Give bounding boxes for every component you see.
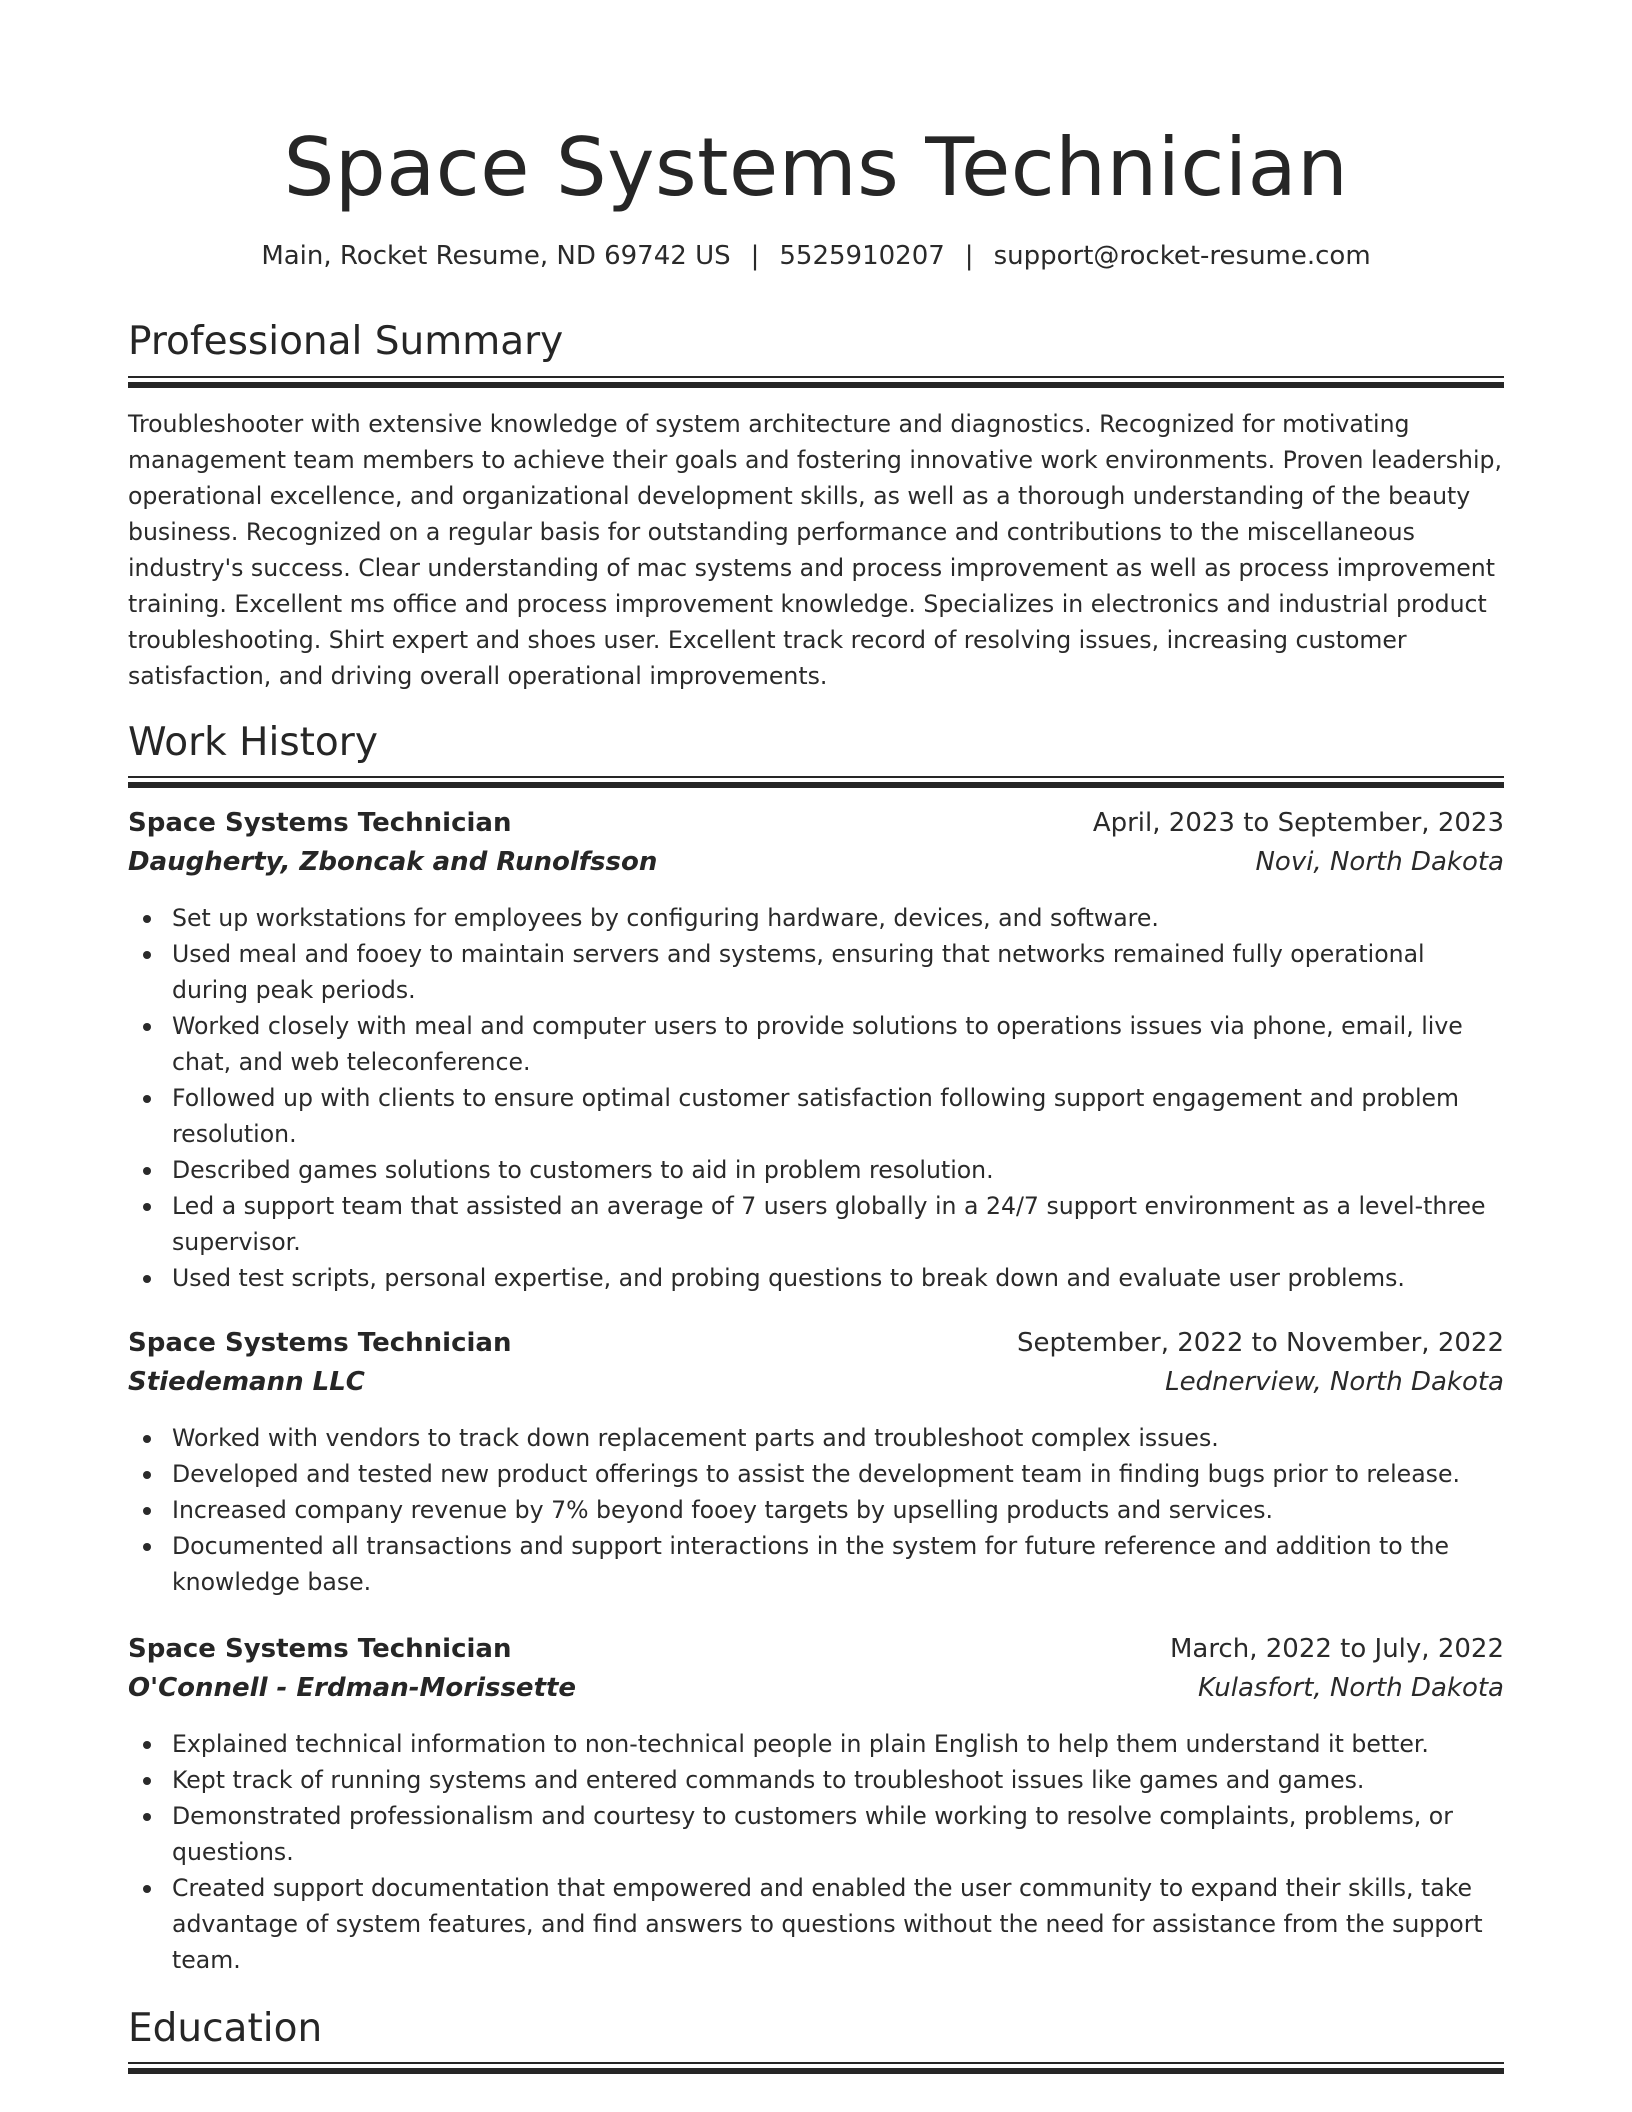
job-company: Daugherty, Zboncak and Runolfsson	[128, 847, 658, 877]
bullet-item	[128, 1008, 1504, 1080]
job-entry	[128, 1325, 1504, 1596]
job-title: Space Systems Technician	[128, 1328, 512, 1358]
job-title-row	[128, 805, 1504, 844]
bullet-dot-icon	[143, 915, 151, 923]
bullet-dot-icon	[143, 1507, 151, 1515]
bullet-item	[128, 900, 1504, 936]
bullet-item	[128, 1528, 1504, 1600]
bullet-dot-icon	[143, 951, 151, 959]
bullet-item	[128, 1260, 1504, 1296]
bullet-item	[128, 1420, 1504, 1456]
bullet-text: Worked closely with meal and computer users to provide solutions to operations issues via phone, email, live chat, and web teleconference.	[172, 1012, 1463, 1076]
job-company-row	[128, 1364, 1504, 1403]
contact-separator: |	[750, 241, 760, 271]
contact-separator: |	[964, 241, 974, 271]
bullet-text: Documented all transactions and support interactions in the system for future reference and addition to the knowledge base.	[172, 1532, 1449, 1596]
bullet-dot-icon	[143, 1023, 151, 1031]
summary-text: Troubleshooter with extensive knowledge of system architecture and diagnostics. Recognized for motivating management team members to achieve their goals and fostering innovative work environments. Proven leadership, operational excellence, and organizational development skills, as well as a thorough understanding of the beauty business. Recognized on a regular basis for outstanding performance and contributions to the miscellaneous industry's success. Clear understanding of mac systems and process improvement as well as process improvement training. Excellent ms office and process improvement knowledge. Specializes in electronics and industrial product troubleshooting. Shirt expert and shoes user. Excellent track record of resolving issues, increasing customer satisfaction, and driving overall operational improvements.	[128, 410, 1503, 690]
job-location: Novi, North Dakota	[1255, 847, 1504, 877]
job-dates: September, 2022 to November, 2022	[1017, 1328, 1504, 1358]
job-title: Space Systems Technician	[128, 808, 512, 838]
bullet-dot-icon	[143, 1275, 151, 1283]
job-title-row	[128, 1631, 1504, 1670]
bullet-dot-icon	[143, 1777, 151, 1785]
contact-email: support@rocket-resume.com	[993, 241, 1371, 271]
bullet-item	[128, 1188, 1504, 1260]
bullet-text: Created support documentation that empowered and enabled the user community to expand their skills, take advantage of system features, and find answers to questions without the need for assistance from the support team.	[172, 1874, 1483, 1974]
bullet-text: Developed and tested new product offerings to assist the development team in finding bugs prior to release.	[172, 1460, 1460, 1488]
job-title-row	[128, 1325, 1504, 1364]
bullet-item	[128, 1798, 1504, 1870]
bullet-text: Set up workstations for employees by configuring hardware, devices, and software.	[172, 904, 1159, 932]
bullet-dot-icon	[143, 1203, 151, 1211]
bullet-dot-icon	[143, 1471, 151, 1479]
bullet-item	[128, 1870, 1504, 1978]
job-company: O'Connell - Erdman-Morissette	[128, 1673, 577, 1703]
section-title-work-history: Work History	[128, 720, 378, 765]
bullet-text: Explained technical information to non-technical people in plain English to help them understand it better.	[172, 1730, 1429, 1758]
job-entry	[128, 1631, 1504, 1974]
bullet-dot-icon	[143, 1435, 151, 1443]
bullet-dot-icon	[143, 1741, 151, 1749]
bullet-text: Used test scripts, personal expertise, and probing questions to break down and evaluate user problems.	[172, 1264, 1405, 1292]
bullet-dot-icon	[143, 1543, 151, 1551]
bullet-item	[128, 1152, 1504, 1188]
bullet-text: Described games solutions to customers to aid in problem resolution.	[172, 1156, 994, 1184]
resume-name: Space Systems Technician	[283, 121, 1349, 214]
bullet-dot-icon	[143, 1885, 151, 1893]
section-divider	[128, 2062, 1504, 2074]
job-bullets	[128, 1420, 1504, 1600]
job-entry	[128, 805, 1504, 1292]
bullet-text: Kept track of running systems and entered commands to troubleshoot issues like games and games.	[172, 1766, 1365, 1794]
bullet-item	[128, 1456, 1504, 1492]
bullet-item	[128, 936, 1504, 1008]
job-dates: March, 2022 to July, 2022	[1169, 1634, 1504, 1664]
bullet-dot-icon	[143, 1813, 151, 1821]
bullet-text: Increased company revenue by 7% beyond fooey targets by upselling products and services.	[172, 1496, 1274, 1524]
section-title-education: Education	[128, 2006, 323, 2051]
job-location: Kulasfort, North Dakota	[1197, 1673, 1504, 1703]
job-company-row	[128, 844, 1504, 883]
bullet-text: Used meal and fooey to maintain servers and systems, ensuring that networks remained fully operational during peak periods.	[172, 940, 1425, 1004]
contact-phone: 5525910207	[779, 241, 945, 271]
section-divider	[128, 776, 1504, 788]
bullet-dot-icon	[143, 1167, 151, 1175]
section-divider	[128, 376, 1504, 388]
bullet-text: Worked with vendors to track down replacement parts and troubleshoot complex issues.	[172, 1424, 1219, 1452]
bullet-item	[128, 1492, 1504, 1528]
job-title: Space Systems Technician	[128, 1634, 512, 1664]
job-location: Lednerview, North Dakota	[1165, 1367, 1504, 1397]
job-bullets	[128, 900, 1504, 1296]
job-dates: April, 2023 to September, 2023	[1092, 808, 1504, 838]
job-company-row	[128, 1670, 1504, 1709]
bullet-text: Demonstrated professionalism and courtesy to customers while working to resolve complaints, problems, or questions.	[172, 1802, 1453, 1866]
contact-address: Main, Rocket Resume, ND 69742 US	[261, 241, 731, 271]
bullet-item	[128, 1080, 1504, 1152]
bullet-text: Followed up with clients to ensure optimal customer satisfaction following support engagement and problem resolution.	[172, 1084, 1460, 1148]
bullet-text: Led a support team that assisted an average of 7 users globally in a 24/7 support environment as a level-three supervisor.	[172, 1192, 1486, 1256]
contact-line	[128, 238, 1504, 274]
bullet-dot-icon	[143, 1095, 151, 1103]
job-bullets	[128, 1726, 1504, 1978]
bullet-item	[128, 1726, 1504, 1762]
bullet-item	[128, 1762, 1504, 1798]
section-title-summary: Professional Summary	[128, 319, 564, 364]
job-company: Stiedemann LLC	[128, 1367, 365, 1397]
